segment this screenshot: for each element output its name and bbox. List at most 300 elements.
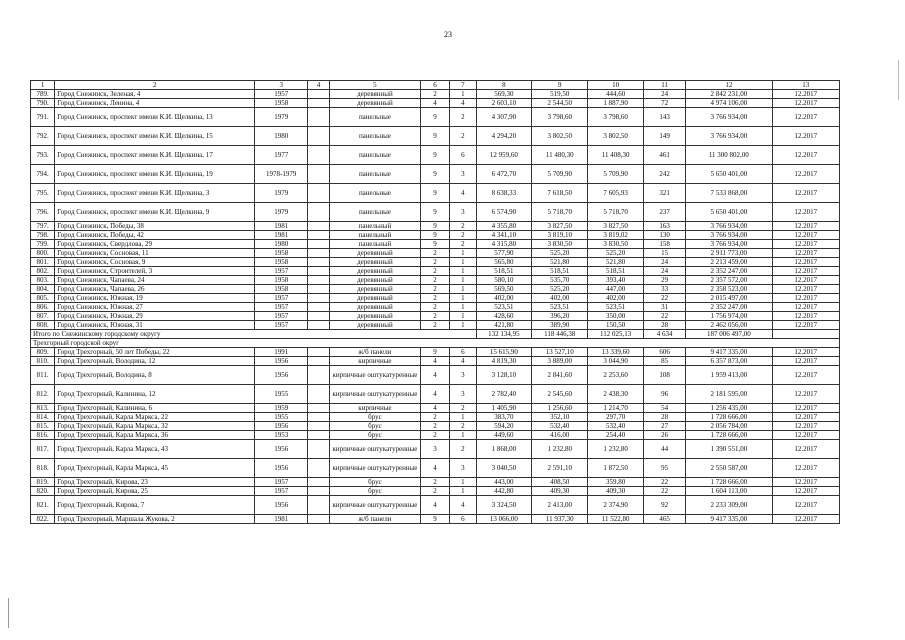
residents: 22 xyxy=(644,478,686,487)
wall-material: панельные xyxy=(330,146,421,165)
residents: 96 xyxy=(644,385,686,404)
year-built: 1956 xyxy=(255,366,308,385)
residential-area: 402,00 xyxy=(588,294,644,303)
cost: 2 056 784,00 xyxy=(686,422,772,431)
entrances: 6 xyxy=(450,348,476,357)
floors: 2 xyxy=(420,478,449,487)
table-row xyxy=(31,127,840,146)
column-number-row xyxy=(31,81,840,90)
residents: 95 xyxy=(644,459,686,478)
living-area: 3 827,50 xyxy=(532,222,588,231)
residential-area: 11 522,80 xyxy=(588,515,644,524)
residents: 44 xyxy=(644,440,686,459)
residents: 85 xyxy=(644,357,686,366)
deadline: 12.2017 xyxy=(772,240,840,249)
floors: 9 xyxy=(420,146,449,165)
col-4 xyxy=(308,385,330,404)
living-area: 2 841,60 xyxy=(532,366,588,385)
year-built: 1956 xyxy=(255,357,308,366)
total-area: 1 405,90 xyxy=(476,404,532,413)
living-area: 11 480,30 xyxy=(532,146,588,165)
residential-area: 5 709,90 xyxy=(588,165,644,184)
total-area: 594,20 xyxy=(476,422,532,431)
table-row xyxy=(31,231,840,240)
total-area: 4 819,30 xyxy=(476,357,532,366)
col-4 xyxy=(308,285,330,294)
year-built: 1991 xyxy=(255,348,308,357)
col-4 xyxy=(308,249,330,258)
address: Город Снежинск, проспект имени К.И. Щелкина, 13 xyxy=(55,108,255,127)
year-built: 1956 xyxy=(255,422,308,431)
address: Город Трехгорный, Маршала Жукова, 2 xyxy=(55,515,255,524)
column-number: 5 xyxy=(330,81,421,90)
residential-area: 254,40 xyxy=(588,431,644,440)
entrances: 1 xyxy=(450,249,476,258)
col-4 xyxy=(308,478,330,487)
table-row xyxy=(31,99,840,108)
total-area: 13 066,00 xyxy=(476,515,532,524)
address: Город Трехгорный, Володина, 12 xyxy=(55,357,255,366)
living-area: 402,00 xyxy=(532,294,588,303)
col-4 xyxy=(308,294,330,303)
cost: 1 728 666,00 xyxy=(686,413,772,422)
living-area: 3 889,00 xyxy=(532,357,588,366)
residential-area: 7 605,93 xyxy=(588,184,644,203)
residential-area: 13 339,60 xyxy=(588,348,644,357)
floors: 2 xyxy=(420,431,449,440)
table-row xyxy=(31,90,840,99)
column-number: 1 xyxy=(31,81,55,90)
scan-mark xyxy=(8,598,9,628)
cost: 1 728 666,00 xyxy=(686,431,772,440)
year-built: 1953 xyxy=(255,431,308,440)
entrances: 1 xyxy=(450,294,476,303)
table-row xyxy=(31,146,840,165)
residential-area: 521,80 xyxy=(588,258,644,267)
deadline: 12.2017 xyxy=(772,258,840,267)
living-area: 525,20 xyxy=(532,285,588,294)
floors: 4 xyxy=(420,99,449,108)
total-area: 3 040,50 xyxy=(476,459,532,478)
entrances: 2 xyxy=(450,127,476,146)
table-row xyxy=(31,303,840,312)
table-row xyxy=(31,267,840,276)
total-area: 569,30 xyxy=(476,90,532,99)
deadline: 12.2017 xyxy=(772,203,840,222)
residents: 242 xyxy=(644,165,686,184)
table-row xyxy=(31,108,840,127)
residents: 22 xyxy=(644,294,686,303)
deadline: 12.2017 xyxy=(772,496,840,515)
wall-material: кирпичные xyxy=(330,404,421,413)
wall-material: панельные xyxy=(330,184,421,203)
wall-material: панельный xyxy=(330,231,421,240)
deadline: 12.2017 xyxy=(772,431,840,440)
entrances: 2 xyxy=(450,404,476,413)
year-built: 1957 xyxy=(255,267,308,276)
row-number: 812. xyxy=(31,385,55,404)
address: Город Трехгорный, Карла Маркса, 36 xyxy=(55,431,255,440)
total-area: 4 341,10 xyxy=(476,231,532,240)
living-area: 1 256,60 xyxy=(532,404,588,413)
deadline: 12.2017 xyxy=(772,127,840,146)
entrances: 1 xyxy=(450,90,476,99)
table-row xyxy=(31,440,840,459)
row-number: 799. xyxy=(31,240,55,249)
cost: 4 974 106,00 xyxy=(686,99,772,108)
total-area: 428,60 xyxy=(476,312,532,321)
address: Город Снежинск, проспект имени К.И. Щелкина, 19 xyxy=(55,165,255,184)
residential-area: 2 438,30 xyxy=(588,385,644,404)
entrances: 1 xyxy=(450,303,476,312)
cost: 187 006 497,00 xyxy=(686,330,772,339)
address: Город Трехгорный, Кирова, 23 xyxy=(55,478,255,487)
col-4 xyxy=(308,348,330,357)
total-area: 1 868,00 xyxy=(476,440,532,459)
col-4 xyxy=(308,357,330,366)
residents: 24 xyxy=(644,258,686,267)
total-area: 4 307,90 xyxy=(476,108,532,127)
row-number: 813. xyxy=(31,404,55,413)
address: Город Снежинск, Чапаева, 26 xyxy=(55,285,255,294)
entrances: 2 xyxy=(450,422,476,431)
total-area: 6 472,70 xyxy=(476,165,532,184)
table-row xyxy=(31,285,840,294)
section-row xyxy=(31,339,840,348)
column-number: 4 xyxy=(308,81,330,90)
table-row xyxy=(31,321,840,330)
entrances: 2 xyxy=(450,440,476,459)
row-number: 801. xyxy=(31,258,55,267)
residential-area: 2 374,90 xyxy=(588,496,644,515)
column-number: 7 xyxy=(450,81,476,90)
cost: 2 842 231,00 xyxy=(686,90,772,99)
floors: 9 xyxy=(420,184,449,203)
living-area: 389,90 xyxy=(532,321,588,330)
residential-area: 3 827,50 xyxy=(588,222,644,231)
living-area: 3 798,60 xyxy=(532,108,588,127)
residential-area: 3 830,50 xyxy=(588,240,644,249)
total-area: 4 355,80 xyxy=(476,222,532,231)
entrances: 6 xyxy=(450,146,476,165)
wall-material: брус xyxy=(330,413,421,422)
living-area: 11 937,30 xyxy=(532,515,588,524)
entrances: 1 xyxy=(450,487,476,496)
row-number: 822. xyxy=(31,515,55,524)
cost: 1 604 113,00 xyxy=(686,487,772,496)
living-area: 532,40 xyxy=(532,422,588,431)
floors: 2 xyxy=(420,285,449,294)
floors: 2 xyxy=(420,487,449,496)
residents: 465 xyxy=(644,515,686,524)
residents: 143 xyxy=(644,108,686,127)
address: Город Трехгорный, Карла Маркса, 32 xyxy=(55,422,255,431)
wall-material: деревянный xyxy=(330,294,421,303)
address: Город Трехгорный, Калинина, 12 xyxy=(55,385,255,404)
year-built: 1979 xyxy=(255,203,308,222)
deadline: 12.2017 xyxy=(772,440,840,459)
row-number: 798. xyxy=(31,231,55,240)
residents: 130 xyxy=(644,231,686,240)
residents: 15 xyxy=(644,249,686,258)
residential-area: 2 253,60 xyxy=(588,366,644,385)
cost: 2 357 572,00 xyxy=(686,276,772,285)
table-row xyxy=(31,203,840,222)
address: Город Снежинск, Южная, 19 xyxy=(55,294,255,303)
residents: 24 xyxy=(644,90,686,99)
deadline: 12.2017 xyxy=(772,231,840,240)
entrances: 3 xyxy=(450,165,476,184)
floors: 4 xyxy=(420,385,449,404)
cost: 2 358 523,00 xyxy=(686,285,772,294)
deadline: 12.2017 xyxy=(772,385,840,404)
living-area: 2 544,50 xyxy=(532,99,588,108)
residential-area: 3 802,50 xyxy=(588,127,644,146)
deadline: 12.2017 xyxy=(772,413,840,422)
deadline: 12.2017 xyxy=(772,222,840,231)
floors: 2 xyxy=(420,267,449,276)
year-built: 1957 xyxy=(255,478,308,487)
cost: 2 911 773,00 xyxy=(686,249,772,258)
total-area: 577,90 xyxy=(476,249,532,258)
residents: 4 634 xyxy=(644,330,686,339)
living-area: 519,50 xyxy=(532,90,588,99)
row-number: 809. xyxy=(31,348,55,357)
col-4 xyxy=(308,231,330,240)
wall-material: панельные xyxy=(330,203,421,222)
year-built: 1957 xyxy=(255,312,308,321)
row-number: 803. xyxy=(31,276,55,285)
wall-material: ж/б панели xyxy=(330,348,421,357)
cost: 5 650 401,00 xyxy=(686,165,772,184)
table-row xyxy=(31,515,840,524)
deadline: 12.2017 xyxy=(772,487,840,496)
col-4 xyxy=(308,459,330,478)
year-built: 1980 xyxy=(255,240,308,249)
floors: 4 xyxy=(420,357,449,366)
table-row xyxy=(31,487,840,496)
deadline: 12.2017 xyxy=(772,146,840,165)
total-area: 442,80 xyxy=(476,487,532,496)
residents: 321 xyxy=(644,184,686,203)
address: Город Снежинск, Сосновая, 9 xyxy=(55,258,255,267)
year-built: 1956 xyxy=(255,440,308,459)
residential-area: 525,20 xyxy=(588,249,644,258)
residential-area: 1 887,90 xyxy=(588,99,644,108)
wall-material: панельный xyxy=(330,240,421,249)
total-area: 15 615,90 xyxy=(476,348,532,357)
deadline: 12.2017 xyxy=(772,312,840,321)
entrances: 1 xyxy=(450,312,476,321)
deadline: 12.2017 xyxy=(772,99,840,108)
floors: 9 xyxy=(420,203,449,222)
address: Город Трехгорный, Карла Маркса, 45 xyxy=(55,459,255,478)
table-row xyxy=(31,249,840,258)
residential-area: 359,80 xyxy=(588,478,644,487)
floors: 2 xyxy=(420,422,449,431)
wall-material: деревянный xyxy=(330,303,421,312)
entrances: 1 xyxy=(450,276,476,285)
living-area: 3 819,10 xyxy=(532,231,588,240)
entrances: 2 xyxy=(450,231,476,240)
address: Город Снежинск, Зеленая, 4 xyxy=(55,90,255,99)
page-number: 23 xyxy=(444,30,452,39)
year-built: 1979 xyxy=(255,184,308,203)
col-4 xyxy=(308,366,330,385)
column-number: 13 xyxy=(772,81,840,90)
deadline xyxy=(772,330,840,339)
row-number: 791. xyxy=(31,108,55,127)
column-number: 11 xyxy=(644,81,686,90)
col-4 xyxy=(308,312,330,321)
row-number: 808. xyxy=(31,321,55,330)
year-built: 1957 xyxy=(255,303,308,312)
residents: 31 xyxy=(644,303,686,312)
table-row xyxy=(31,348,840,357)
year-built: 1981 xyxy=(255,515,308,524)
row-number: 819. xyxy=(31,478,55,487)
total-area: 565,80 xyxy=(476,258,532,267)
total-area: 132 134,95 xyxy=(476,330,532,339)
col-4 xyxy=(308,515,330,524)
entrances: 2 xyxy=(450,240,476,249)
total-area: 2 782,40 xyxy=(476,385,532,404)
residents: 28 xyxy=(644,321,686,330)
residential-area: 3 819,02 xyxy=(588,231,644,240)
table-row xyxy=(31,478,840,487)
residential-area: 11 408,30 xyxy=(588,146,644,165)
col-4 xyxy=(308,108,330,127)
year-built: 1958 xyxy=(255,285,308,294)
address: Город Трехгорный, Калинина, 6 xyxy=(55,404,255,413)
cost: 2 015 497,00 xyxy=(686,294,772,303)
section-title: Трехгорный городской округ xyxy=(31,339,840,348)
total-area: 2 603,10 xyxy=(476,99,532,108)
address: Город Снежинск, Южная, 27 xyxy=(55,303,255,312)
year-built: 1955 xyxy=(255,385,308,404)
deadline: 12.2017 xyxy=(772,321,840,330)
year-built: 1957 xyxy=(255,487,308,496)
entrances: 4 xyxy=(450,357,476,366)
cost: 5 650 401,00 xyxy=(686,203,772,222)
deadline: 12.2017 xyxy=(772,357,840,366)
total-area: 3 128,10 xyxy=(476,366,532,385)
wall-material: панельный xyxy=(330,222,421,231)
floors: 4 xyxy=(420,496,449,515)
row-number: 802. xyxy=(31,267,55,276)
floors: 9 xyxy=(420,222,449,231)
address: Город Трехгорный, Карла Маркса, 22 xyxy=(55,413,255,422)
address: Город Снежинск, Сосновая, 11 xyxy=(55,249,255,258)
row-number: 815. xyxy=(31,422,55,431)
wall-material: деревянный xyxy=(330,312,421,321)
cost: 9 417 335,00 xyxy=(686,348,772,357)
deadline: 12.2017 xyxy=(772,294,840,303)
living-area: 535,70 xyxy=(532,276,588,285)
year-built: 1956 xyxy=(255,459,308,478)
table-row xyxy=(31,312,840,321)
residential-area: 518,51 xyxy=(588,267,644,276)
floors: 9 xyxy=(420,165,449,184)
entrances: 1 xyxy=(450,285,476,294)
wall-material: деревянный xyxy=(330,249,421,258)
address: Город Снежинск, проспект имени К.И. Щелкина, 9 xyxy=(55,203,255,222)
address: Город Снежинск, Победы, 38 xyxy=(55,222,255,231)
floors: 9 xyxy=(420,231,449,240)
wall-material: панельные xyxy=(330,127,421,146)
wall-material: панельные xyxy=(330,165,421,184)
total-area: 518,51 xyxy=(476,267,532,276)
entrances: 3 xyxy=(450,203,476,222)
address: Город Снежинск, Свердлова, 29 xyxy=(55,240,255,249)
residential-area: 1 214,70 xyxy=(588,404,644,413)
col-4 xyxy=(308,487,330,496)
table-row xyxy=(31,184,840,203)
total-area: 12 959,60 xyxy=(476,146,532,165)
residents: 92 xyxy=(644,496,686,515)
table-row xyxy=(31,422,840,431)
year-built: 1957 xyxy=(255,294,308,303)
year-built: 1979 xyxy=(255,108,308,127)
entrances: 4 xyxy=(450,184,476,203)
living-area: 2 591,10 xyxy=(532,459,588,478)
residential-area: 3 798,60 xyxy=(588,108,644,127)
address: Город Трехгорный, Кирова, 7 xyxy=(55,496,255,515)
residential-area: 409,30 xyxy=(588,487,644,496)
cost: 9 417 335,00 xyxy=(686,515,772,524)
column-number: 8 xyxy=(476,81,532,90)
deadline: 12.2017 xyxy=(772,276,840,285)
wall-material: ж/б панели xyxy=(330,515,421,524)
living-area: 1 232,80 xyxy=(532,440,588,459)
col-4 xyxy=(308,99,330,108)
residents: 158 xyxy=(644,240,686,249)
residents: 22 xyxy=(644,312,686,321)
wall-material: брус xyxy=(330,422,421,431)
wall-material: деревянный xyxy=(330,276,421,285)
year-built: 1981 xyxy=(255,222,308,231)
year-built: 1957 xyxy=(255,90,308,99)
row-number: 820. xyxy=(31,487,55,496)
residents: 108 xyxy=(644,366,686,385)
col-4 xyxy=(308,321,330,330)
table-row xyxy=(31,496,840,515)
address: Город Трехгорный, 50 лет Победы, 22 xyxy=(55,348,255,357)
total-label: Итого по Снежинскому городскому округу xyxy=(31,330,477,339)
residential-area: 297,70 xyxy=(588,413,644,422)
wall-material: брус xyxy=(330,478,421,487)
year-built: 1978-1979 xyxy=(255,165,308,184)
entrances: 1 xyxy=(450,267,476,276)
wall-material: деревянный xyxy=(330,285,421,294)
year-built: 1958 xyxy=(255,258,308,267)
wall-material: деревянный xyxy=(330,99,421,108)
wall-material: деревянный xyxy=(330,267,421,276)
col-4 xyxy=(308,258,330,267)
living-area: 5 718,70 xyxy=(532,203,588,222)
col-4 xyxy=(308,90,330,99)
living-area: 352,10 xyxy=(532,413,588,422)
floors: 2 xyxy=(420,249,449,258)
wall-material: кирпичные оштукатуренные xyxy=(330,366,421,385)
total-area: 449,60 xyxy=(476,431,532,440)
address: Город Трехгорный, Кирова, 25 xyxy=(55,487,255,496)
entrances: 1 xyxy=(450,478,476,487)
deadline: 12.2017 xyxy=(772,184,840,203)
column-number: 12 xyxy=(686,81,772,90)
residents: 33 xyxy=(644,285,686,294)
cost: 2 233 309,00 xyxy=(686,496,772,515)
